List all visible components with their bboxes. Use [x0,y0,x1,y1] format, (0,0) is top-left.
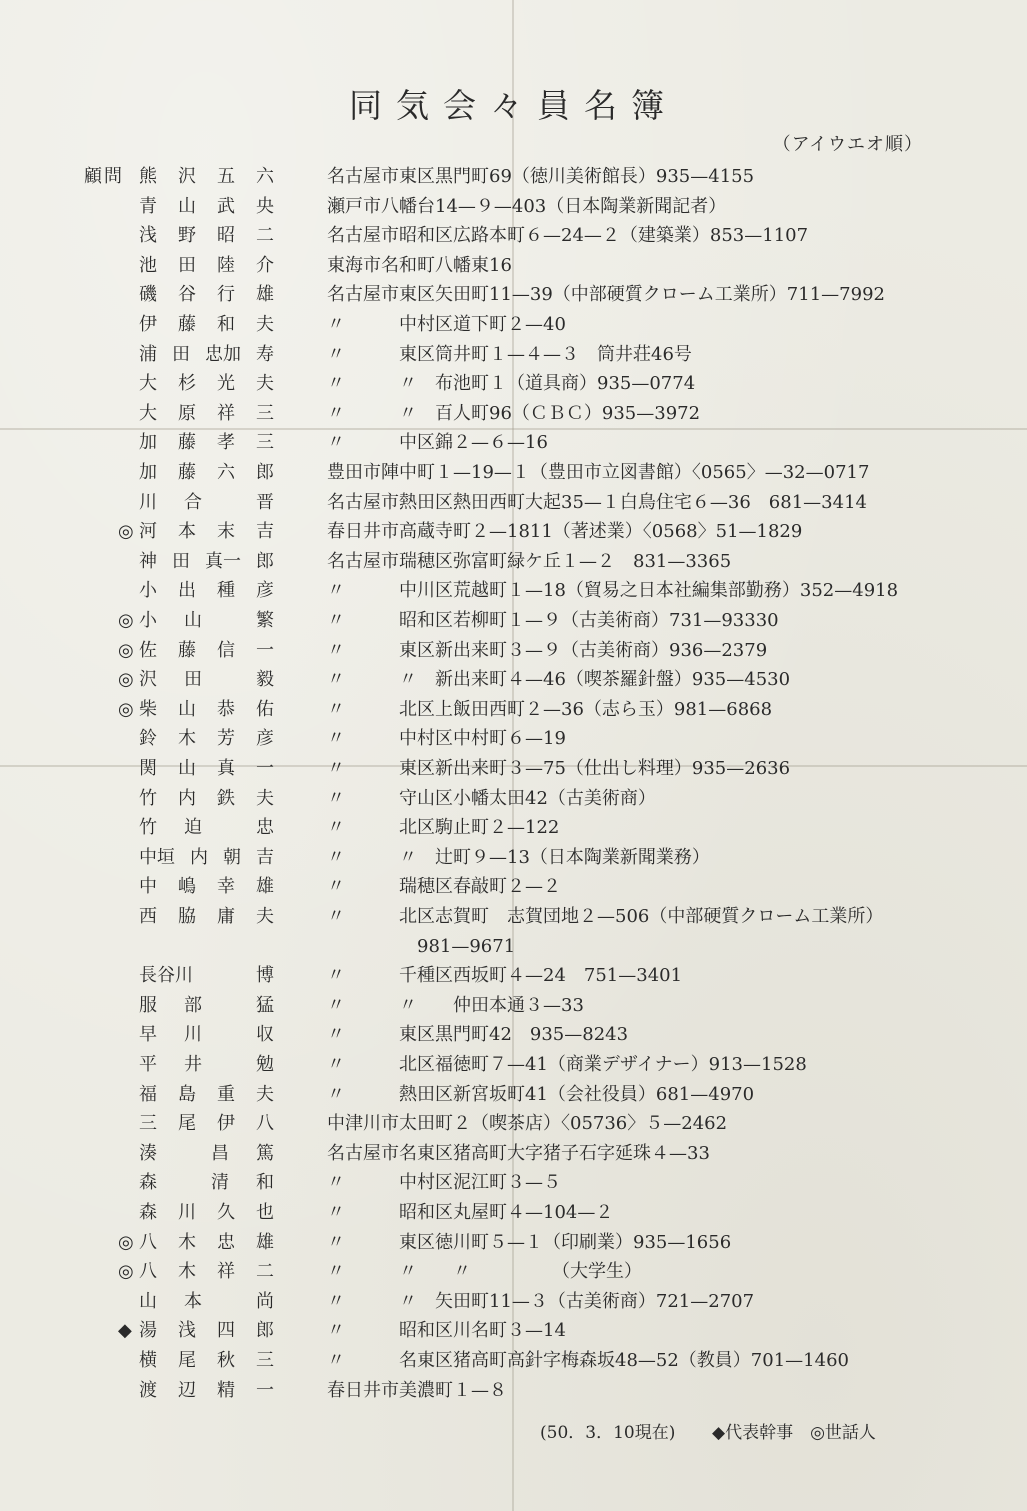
member-name [139,1317,274,1345]
member-row [0,489,1027,517]
member-name-char: 加 [139,462,157,483]
member-address: 〃 〃 布池町１（道具商）935—0774 [327,373,696,394]
member-name-char: 夫 [256,314,274,335]
member-name [139,518,274,546]
member-row [0,1021,1027,1049]
member-row [0,814,1027,842]
member-name-char: 忠加 [205,344,241,365]
member-address: 〃 瑞穂区春敲町２—２ [327,876,561,897]
member-name-char: 柴 [139,699,157,720]
member-address: 〃 中村区道下町２—40 [327,314,566,335]
member-name-char: 尾 [178,1350,196,1371]
member-name-char: 青 [139,196,157,217]
member-address: 〃 東区徳川町５—１（印刷業）935—1656 [327,1232,732,1253]
member-name [139,637,274,665]
member-row [0,281,1027,309]
member-row [0,429,1027,457]
member-name-char: 西 [139,906,157,927]
member-name-char: 脇 [178,906,196,927]
member-row [0,725,1027,753]
member-name-char: 川 [184,1024,202,1045]
member-name-char: 五 [217,166,235,187]
member-row [0,163,1027,191]
member-name [139,666,274,694]
member-row [0,577,1027,605]
member-address: 〃 千種区西坂町４—24 751—3401 [327,965,683,986]
member-address: 〃 〃 矢田町11—３（古美術商）721—2707 [327,1291,755,1312]
member-name-char: 湯 [139,1320,157,1341]
member-address: 〃 北区上飯田西町２—36（志ら玉）981—6868 [327,699,773,720]
member-name-char: 河 [139,521,157,542]
member-row [0,1110,1027,1138]
member-row [0,548,1027,576]
member-name-char: 藤 [178,314,196,335]
member-name-char: 晋 [256,492,274,513]
member-name-char: 種 [217,580,235,601]
member-name-char: 四 [217,1320,235,1341]
member-mark: ◎ [118,1232,134,1253]
member-name-char: 田 [172,551,190,572]
member-name-char: 繁 [256,610,274,631]
member-row [0,933,1027,961]
member-name-char: 一 [256,758,274,779]
member-name-char: 和 [217,314,235,335]
member-name-char: 大 [139,373,157,394]
member-name-char: 恭 [217,699,235,720]
member-mark: ◎ [118,521,134,542]
member-name-char: 湊 [139,1143,157,1164]
member-name-char: 浦 [139,344,157,365]
member-row [0,696,1027,724]
member-name-char: 藤 [178,462,196,483]
member-name [139,607,274,635]
member-name-char: 忠 [217,1232,235,1253]
member-name-char: 昭 [217,225,235,246]
member-name-char: 精 [217,1380,235,1401]
member-name-char: 吉 [256,521,274,542]
document-title: 同気会々員名簿 [349,86,678,125]
member-name-char: 嶋 [178,876,196,897]
member-name [139,459,274,487]
member-name-char: 伊 [217,1113,235,1134]
member-name-char: 加 [139,432,157,453]
member-name-char: 吉 [256,847,274,868]
member-name-char: 田 [172,344,190,365]
member-name-char: 介 [256,255,274,276]
member-name-char: 昌 [211,1143,229,1164]
member-name-char: 芳 [217,728,235,749]
member-name [139,1140,274,1168]
member-address: 981—9671 [327,936,516,957]
member-address: 〃 東区新出来町３—75（仕出し料理）935—2636 [327,758,791,779]
member-name-char: 三 [256,1350,274,1371]
member-address: 〃 東区筒井町１—４—３ 筒井荘46号 [327,344,692,365]
member-name-char: 中垣 [139,847,175,868]
member-address: 春日井市高蔵寺町２—1811（著述業）〈0568〉51—1829 [327,521,803,542]
member-name-char: 神 [139,551,157,572]
member-name-char: 藤 [178,640,196,661]
member-row [0,666,1027,694]
member-mark: ◎ [118,640,134,661]
member-name [139,281,274,309]
member-name-char: 郎 [256,551,274,572]
legend: ◆代表幹事 ◎世話人 [712,1423,876,1443]
member-name-char: 祥 [217,403,235,424]
member-name-char: 一 [256,640,274,661]
member-name-char: 一 [256,1380,274,1401]
member-name-char: 朝 [223,847,241,868]
member-name-char: 森 [139,1202,157,1223]
member-name-char: 川 [139,492,157,513]
member-name-char: 清 [211,1172,229,1193]
member-name [139,577,274,605]
member-mark: ◎ [118,669,134,690]
member-address: 〃 〃 仲田本通３—33 [327,995,584,1016]
member-name [139,1110,274,1138]
member-name-char: 木 [178,1232,196,1253]
member-name-char: 谷 [178,284,196,305]
member-address: 〃 東区新出来町３—９（古美術商）936—2379 [327,640,768,661]
member-name-char: 収 [256,1024,274,1045]
member-name-char: 山 [139,1291,157,1312]
member-name-char: 幸 [217,876,235,897]
member-name-char: 大 [139,403,157,424]
member-name-char: 伊 [139,314,157,335]
member-row [0,1140,1027,1168]
member-name-char: 篤 [256,1143,274,1164]
member-name-char: 原 [178,403,196,424]
member-row [0,873,1027,901]
member-name-char: 六 [256,166,274,187]
member-name-char: 行 [217,284,235,305]
member-name [139,1199,274,1227]
member-name-char: 杉 [178,373,196,394]
member-name [139,400,274,428]
member-name-char: 山 [184,610,202,631]
member-name-char: 迫 [184,817,202,838]
member-name-char: 長谷川 [139,965,193,986]
member-name [139,844,274,872]
member-name-char: 庸 [217,906,235,927]
member-name-char: 池 [139,255,157,276]
member-name-char: 央 [256,196,274,217]
member-row [0,222,1027,250]
member-name [139,1288,274,1316]
member-name-char: 磯 [139,284,157,305]
member-name-char: 雄 [256,284,274,305]
member-address: 〃 中村区泥江町３—５ [327,1172,561,1193]
member-name [139,1258,274,1286]
member-name-char: 勉 [256,1054,274,1075]
member-name-char: 浅 [139,225,157,246]
member-address: 名古屋市名東区猪高町大字猪子石字延珠４—33 [327,1143,710,1164]
member-address: 名古屋市東区黒門町69（徳川美術館長）935—4155 [327,166,755,187]
member-name [139,1347,274,1375]
member-name-char: 佐 [139,640,157,661]
member-name-char: 佑 [256,699,274,720]
member-name [139,1377,274,1405]
member-name [139,814,274,842]
member-address: 春日井市美濃町１—８ [327,1380,507,1401]
member-name-char: 猛 [256,995,274,1016]
member-name-char: 出 [178,580,196,601]
member-name-char: 島 [178,1084,196,1105]
member-name-char: 沢 [178,166,196,187]
member-role: 顧問 [84,166,124,187]
member-name [139,1169,274,1197]
member-name [139,1229,274,1257]
member-name [139,785,274,813]
member-name-char: 熊 [139,166,157,187]
member-name-char: 秋 [217,1350,235,1371]
member-name-char: 竹 [139,788,157,809]
member-name-char: 尾 [178,1113,196,1134]
member-name [139,489,274,517]
member-address: 〃 〃 百人町96（ＣＢＣ）935—3972 [327,403,701,424]
member-name [139,962,274,990]
member-name-char: 和 [256,1172,274,1193]
member-name [139,696,274,724]
member-name-char: 小 [139,610,157,631]
member-name-char: 田 [178,255,196,276]
member-name-char: 郎 [256,1320,274,1341]
member-row [0,1229,1027,1257]
member-name-char: 祥 [217,1261,235,1282]
member-name [139,370,274,398]
member-row [0,1288,1027,1316]
member-name-char: 横 [139,1350,157,1371]
member-name-char: 孝 [217,432,235,453]
member-address: 中津川市太田町２（喫茶店）〈05736〉５—2462 [327,1113,728,1134]
member-name-char: 八 [139,1261,157,1282]
member-name [139,992,274,1020]
member-name-char: 三 [256,403,274,424]
member-address: 〃 北区志賀町 志賀団地２—506（中部硬質クローム工業所） [327,906,884,927]
member-name-char: 真一 [205,551,241,572]
member-row [0,844,1027,872]
member-name-char: 忠 [256,817,274,838]
member-name-char: 信 [217,640,235,661]
member-mark: ◎ [118,610,134,631]
member-row [0,1051,1027,1079]
member-address: 名古屋市瑞穂区弥富町緑ケ丘１—２ 831—3365 [327,551,732,572]
member-name-char: 浅 [178,1320,196,1341]
member-name [139,1051,274,1079]
member-name [139,1081,274,1109]
member-name-char: 鉄 [217,788,235,809]
member-name-char: 鈴 [139,728,157,749]
member-row [0,637,1027,665]
member-name-char: 郎 [256,462,274,483]
member-name-char: 福 [139,1084,157,1105]
member-name-char: 陸 [217,255,235,276]
as-of-date: (50．3．10現在) [540,1423,676,1443]
member-name-char: 博 [256,965,274,986]
member-address: 〃 中川区荒越町１—18（貿易之日本社編集部勤務）352—4918 [327,580,899,601]
member-row [0,1377,1027,1405]
member-address: 豊田市陣中町１—19—１（豊田市立図書館）〈0565〉—32—0717 [327,462,870,483]
member-name-char: 木 [178,728,196,749]
member-name-char: 沢 [139,669,157,690]
member-name [139,429,274,457]
member-mark: ◎ [118,699,134,720]
member-address: 〃 東区黒門町42 935—8243 [327,1024,629,1045]
member-name [139,193,274,221]
member-name-char: 夫 [256,788,274,809]
member-name-char: 中 [139,876,157,897]
member-name-char: 井 [184,1054,202,1075]
member-name-char: 山 [178,758,196,779]
member-row [0,1347,1027,1375]
member-name [139,311,274,339]
member-name-char: 田 [184,669,202,690]
member-name-char: 三 [256,432,274,453]
member-name-char: 渡 [139,1380,157,1401]
member-name-char: 彦 [256,580,274,601]
member-name-char: 尚 [256,1291,274,1312]
member-name-char: 寿 [256,344,274,365]
member-name-char: 彦 [256,728,274,749]
member-row [0,193,1027,221]
member-address: 〃 〃 〃 （大学生） [327,1261,642,1282]
member-address: 名古屋市熱田区熱田西町大起35—１白鳥住宅６—36 681—3414 [327,492,867,513]
member-name-char: 夫 [256,906,274,927]
member-name-char: 六 [217,462,235,483]
member-row [0,903,1027,931]
member-name-char: 三 [139,1113,157,1134]
member-name-char: 藤 [178,432,196,453]
member-address: 〃 北区駒止町２—122 [327,817,560,838]
member-name-char: 内 [178,788,196,809]
member-name-char: 真 [217,758,235,779]
member-address: 名古屋市昭和区広路本町６—24—２（建築業）853—1107 [327,225,809,246]
member-row [0,755,1027,783]
member-name-char: 辺 [178,1380,196,1401]
member-name [139,252,274,280]
member-name-char: 重 [217,1084,235,1105]
member-row [0,962,1027,990]
member-name-char: 雄 [256,1232,274,1253]
member-name-char: 平 [139,1054,157,1075]
member-name-char: 久 [217,1202,235,1223]
member-name [139,548,274,576]
member-name-char: 武 [217,196,235,217]
member-address: 〃 北区福徳町７—41（商業デザイナー）913—1528 [327,1054,807,1075]
member-row [0,518,1027,546]
member-row [0,341,1027,369]
member-row [0,370,1027,398]
member-address: 瀬戸市八幡台14—９—403（日本陶業新聞記者） [327,196,727,217]
member-name-char: 二 [256,225,274,246]
member-name-char: 八 [256,1113,274,1134]
member-name-char: 夫 [256,373,274,394]
member-name [139,222,274,250]
member-name-char: 野 [178,225,196,246]
member-name-char: 二 [256,1261,274,1282]
member-name [139,725,274,753]
member-name-char: 関 [139,758,157,779]
member-name-char: 竹 [139,817,157,838]
member-name [139,903,274,931]
member-address: 名古屋市東区矢田町11—39（中部硬質クローム工業所）711—7992 [327,284,885,305]
member-row [0,459,1027,487]
member-address: 〃 中村区中村町６—19 [327,728,566,749]
member-name-char: 本 [178,521,196,542]
member-name-char: 山 [178,699,196,720]
member-name-char: 夫 [256,1084,274,1105]
member-row [0,1169,1027,1197]
member-address: 〃 守山区小幡太田42（古美術商） [327,788,656,809]
member-name-char: 雄 [256,876,274,897]
member-address: 〃 名東区猪高町高針字梅森坂48—52（教員）701—1460 [327,1350,849,1371]
member-name-char: 合 [184,492,202,513]
member-name-char: 早 [139,1024,157,1045]
member-address: 東海市名和町八幡東16 [327,255,512,276]
member-address: 〃 〃 新出来町４—46（喫茶羅針盤）935—4530 [327,669,791,690]
member-mark: ◆ [118,1320,132,1341]
member-name-char: 森 [139,1172,157,1193]
member-name-char: 光 [217,373,235,394]
member-address: 〃 昭和区若柳町１—９（古美術商）731—93330 [327,610,779,631]
member-address: 〃 昭和区丸屋町４—104—２ [327,1202,614,1223]
member-row [0,785,1027,813]
member-name [139,1021,274,1049]
member-address: 〃 昭和区川名町３—14 [327,1320,566,1341]
member-name [139,341,274,369]
member-address: 〃 〃 辻町９—13（日本陶業新聞業務） [327,847,710,868]
member-name-char: 服 [139,995,157,1016]
member-name-char: 内 [190,847,208,868]
member-row [0,400,1027,428]
member-name-char: 川 [178,1202,196,1223]
member-name [139,873,274,901]
member-name [139,163,274,191]
member-row [0,607,1027,635]
member-name-char: 末 [217,521,235,542]
member-address: 〃 中区錦２—６—16 [327,432,548,453]
member-name-char: 山 [178,196,196,217]
member-name-char: 也 [256,1202,274,1223]
member-row [0,1199,1027,1227]
member-row [0,992,1027,1020]
member-name [139,755,274,783]
member-name-char: 本 [184,1291,202,1312]
member-name-char: 八 [139,1232,157,1253]
member-name-char: 木 [178,1261,196,1282]
member-name-char: 部 [184,995,202,1016]
member-name-char: 小 [139,580,157,601]
sort-order-note: （アイウエオ順） [772,134,923,155]
member-mark: ◎ [118,1261,134,1282]
member-row [0,1317,1027,1345]
member-address: 〃 熱田区新宮坂町41（会社役員）681—4970 [327,1084,755,1105]
member-name-char: 毅 [256,669,274,690]
member-row [0,311,1027,339]
member-row [0,252,1027,280]
member-row [0,1081,1027,1109]
member-row [0,1258,1027,1286]
